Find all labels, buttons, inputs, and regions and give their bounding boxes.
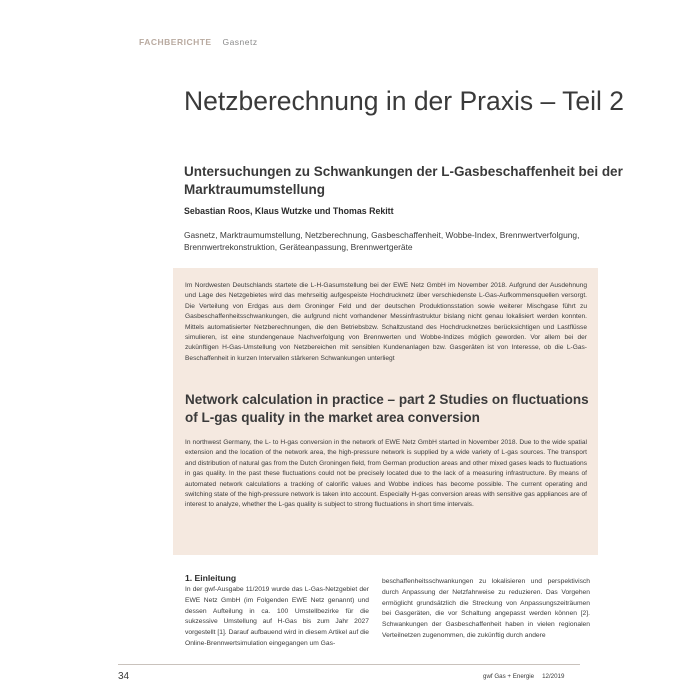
journal-name: gwf Gas + Energie (483, 673, 535, 680)
abstract-english-title: Network calculation in practice – part 2 Studies on fluctuations of L-gas quality in the market area conversion (185, 392, 589, 425)
section-subcategory: Gasnetz (222, 37, 258, 47)
article-authors: Sebastian Roos, Klaus Wutzke und Thomas Rekitt (184, 206, 394, 216)
page-number: 34 (118, 671, 130, 682)
journal-info (483, 673, 564, 680)
body-column-2 (382, 577, 590, 642)
footer-divider (118, 664, 580, 665)
article-keywords: Gasnetz, Marktraumumstellung, Netzberechnung, Gasbeschaffenheit, Wobbe-Index, Brennwertverfolgung, Brennwertrekonstruktion, Geräteanpassung, Brennwertgeräte (184, 230, 580, 252)
section-heading: 1. Einleitung (185, 573, 237, 583)
abstract-english: In northwest Germany, the L- to H-gas conversion in the network of EWE Netz GmbH started in November 2018. Due to the wide spatial extension and the location of the network area, the high-pressure network is supplied by a wide variety of L-gas sources. The transport and distribution of natural gas from the Dutch Groningen field, from German production areas and other mixed gases leads to fluctuations in gas quality. In the past these fluctuations could not be precisely located due to the lack of a measuring infrastructure. By means of automated network calculations a tracking of calorific values and Wobbe indices has become possible. The current operating and switching state of the high-pressure network is taken into account. Especially H-gas conversion areas with sensitive gas appliances are of interest to analyze, whether the L-gas quality is subject to strong fluctuations in short time intervals. (185, 439, 587, 509)
body-paragraph-1: In der gwf-Ausgabe 11/2019 wurde das L-Gas-Netzgebiet der EWE Netz GmbH (im Folgenden EWE Netz genannt) und dessen Aufteilung in ca. 100 Umstellbezirke für die sukzessive Umstellung auf H-Gas bis zum Jahr 2027 vorgestellt [1]. Darauf aufbauend wird in diesem Artikel auf die Online-Brennwertsimulation eingegangen um Gas- (185, 586, 369, 647)
body-column-1 (185, 573, 369, 650)
abstract-german: Im Nordwesten Deutschlands startete die L-H-Gasumstellung bei der EWE Netz GmbH im November 2018. Aufgrund der Ausdehnung und Lage des Netzgebietes wird das mehrseitig aufgespeiste Hochdrucknetz über verschiedenste L-Gas-Aufkommensquellen versorgt. Die Verteilung von Erdgas aus dem Groninger Feld und der deutschen Produktionsstation sowie weiterer Mischgase führt zu Gasbeschaffenheitsschwankungen, die aufgrund nicht vorhandener Messinfrastruktur bislang nicht genau lokalisiert werden konnten. Mittels automatisierter Netzberechnungen, die den Betriebsbzw. Schaltzustand des Hochdrucknetzes berücksichtigen und Lastflüsse simulieren, ist eine stundengenaue Nachverfolgung von Brennwerten und Wobbe-Indizes möglich geworden. Vor allem bei der zukünftigen H-Gas-Umstellung von Netzbereichen mit sensiblen Kundenanlagen bzw. Gasgeräten ist von Interesse, ob die L-Gas-Beschaffenheit in kurzen Intervallen stärkeren Schwankungen unterliegt (185, 282, 587, 362)
journal-issue: 12/2019 (542, 673, 565, 680)
article-title: Netzberechnung in der Praxis – Teil 2 (184, 86, 624, 116)
article-subtitle: Untersuchungen zu Schwankungen der L-Gasbeschaffenheit bei der Marktraumumstellung (184, 164, 623, 197)
body-paragraph-2: beschaffenheitsschwankungen zu lokalisieren und perspektivisch durch Anpassung der Netzfahrweise zu reduzieren. Das Vorgehen ermöglicht grundsätzlich die Streckung von Anpassungszeiträumen bei Gasgeräten, die vor Schaltung angepasst werden können [2]. Schwankungen der Gasbeschaffenheit haben in vielen regionalen Verteilnetzen zugenommen, die zukünftig durch andere (382, 578, 590, 639)
running-head (139, 37, 258, 47)
section-category: FACHBERICHTE (139, 37, 212, 47)
